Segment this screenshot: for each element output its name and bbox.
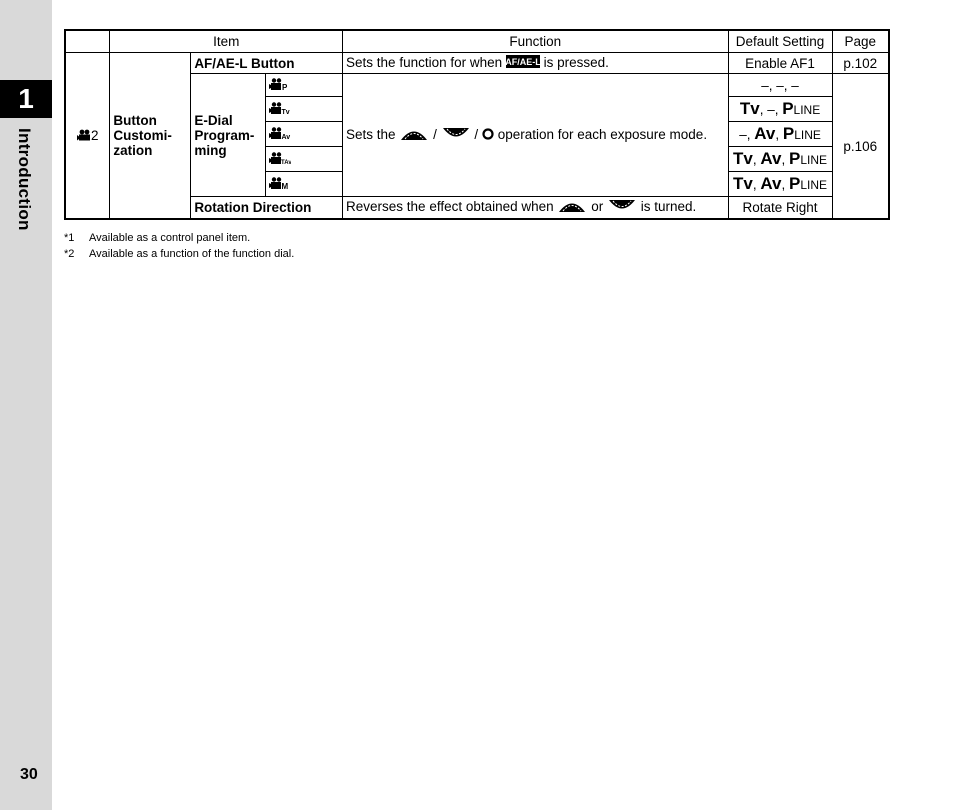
default-text: Tv — [739, 99, 760, 119]
default-text: Av — [760, 149, 782, 169]
group-cell — [65, 53, 110, 220]
function-text: is pressed. — [543, 55, 609, 70]
default-text: P — [782, 99, 794, 119]
default-text: Tv — [733, 149, 753, 169]
default-text: LINE — [794, 128, 821, 143]
edial-function — [343, 74, 729, 197]
default-text: , — [752, 152, 761, 168]
mode-sub: Tv — [281, 108, 290, 115]
movie-tav-mode-icon — [269, 152, 291, 168]
af-ae-l-badge-icon — [506, 55, 540, 71]
footnote-text: Available as a control panel item. — [89, 232, 251, 244]
af-ae-l-page: p.102 — [832, 53, 889, 74]
af-ae-l-default: Enable AF1 — [728, 53, 832, 74]
movie-av-mode-icon — [269, 127, 291, 143]
chapter-label: Introduction — [15, 128, 34, 231]
function-text: Sets the — [346, 127, 396, 142]
default-text: LINE — [800, 178, 828, 193]
mode-sub: TAv — [281, 159, 292, 165]
rear-dial-icon — [441, 127, 471, 144]
footnotes — [64, 230, 294, 262]
af-ae-l-badge-text: AF/AE-L — [505, 57, 540, 68]
rear-dial-icon — [607, 199, 637, 216]
rotation-item: Rotation Direction — [191, 197, 343, 220]
default-text: LINE — [793, 103, 821, 118]
default-text: Av — [760, 174, 782, 194]
mode-cell — [266, 147, 343, 172]
chapter-side-tab — [0, 0, 52, 810]
default-text: LINE — [800, 153, 828, 168]
mode-tv-default — [728, 97, 832, 122]
category-cell: Button Customi- zation — [110, 53, 191, 220]
chapter-number: 1 — [0, 80, 52, 118]
table-row — [65, 53, 889, 74]
e-dial-ring-icon — [482, 128, 494, 143]
af-ae-l-item: AF/AE-L Button — [191, 53, 343, 74]
footnote-mark: *2 — [64, 248, 75, 260]
default-text: Av — [754, 124, 776, 144]
mode-cell — [266, 122, 343, 147]
function-text: is turned. — [640, 199, 697, 215]
default-text: , — [781, 152, 790, 168]
default-text: P — [789, 174, 801, 194]
mode-m-default — [728, 172, 832, 197]
function-text: Reverses the effect obtained when — [346, 199, 554, 215]
default-text: , — [775, 127, 783, 143]
function-text: operation for each exposure mode. — [497, 127, 708, 142]
header-function: Function — [343, 30, 729, 53]
af-ae-l-function — [343, 53, 729, 74]
movie-m-mode-icon — [269, 177, 291, 193]
function-text: Sets the function for when — [346, 55, 503, 70]
default-text: Tv — [733, 174, 753, 194]
page-number: 30 — [20, 766, 38, 783]
movie-mode-icon — [77, 129, 91, 144]
edial-page: p.106 — [832, 74, 889, 220]
default-text: , — [781, 177, 790, 193]
movie-p-mode-icon — [269, 78, 291, 94]
movie-tv-mode-icon — [269, 102, 291, 118]
function-text: or — [591, 199, 604, 215]
footnote — [64, 246, 294, 262]
mode-tav-default — [728, 147, 832, 172]
function-separator: / — [433, 127, 437, 142]
mode-cell — [266, 97, 343, 122]
group-suffix: 2 — [90, 127, 99, 143]
table-header-row — [65, 30, 889, 53]
default-text: P — [789, 149, 801, 169]
header-blank — [65, 30, 110, 53]
front-dial-icon — [399, 127, 429, 144]
default-text: –, — [739, 127, 755, 143]
mode-p-default — [728, 74, 832, 97]
mode-cell — [266, 172, 343, 197]
default-text: P — [782, 124, 795, 144]
edial-item: E-Dial Program- ming — [191, 74, 266, 197]
rotation-default: Rotate Right — [728, 197, 832, 220]
default-text: , — [752, 177, 761, 193]
mode-cell — [266, 74, 343, 97]
rotation-function — [343, 197, 729, 220]
front-dial-icon — [557, 199, 587, 216]
mode-sub: P — [282, 82, 288, 91]
header-page: Page — [832, 30, 889, 53]
footnote — [64, 230, 294, 246]
function-separator: / — [474, 127, 479, 142]
settings-table — [64, 29, 890, 220]
header-default: Default Setting — [728, 30, 832, 53]
header-item: Item — [110, 30, 343, 53]
footnote-text: Available as a function of the function dial. — [89, 248, 295, 260]
mode-av-default — [728, 122, 832, 147]
default-text: –, –, – — [761, 77, 799, 93]
footnote-mark: *1 — [64, 232, 75, 244]
default-text: , –, — [759, 102, 783, 118]
mode-sub: Av — [281, 133, 291, 140]
mode-sub: M — [281, 181, 289, 190]
